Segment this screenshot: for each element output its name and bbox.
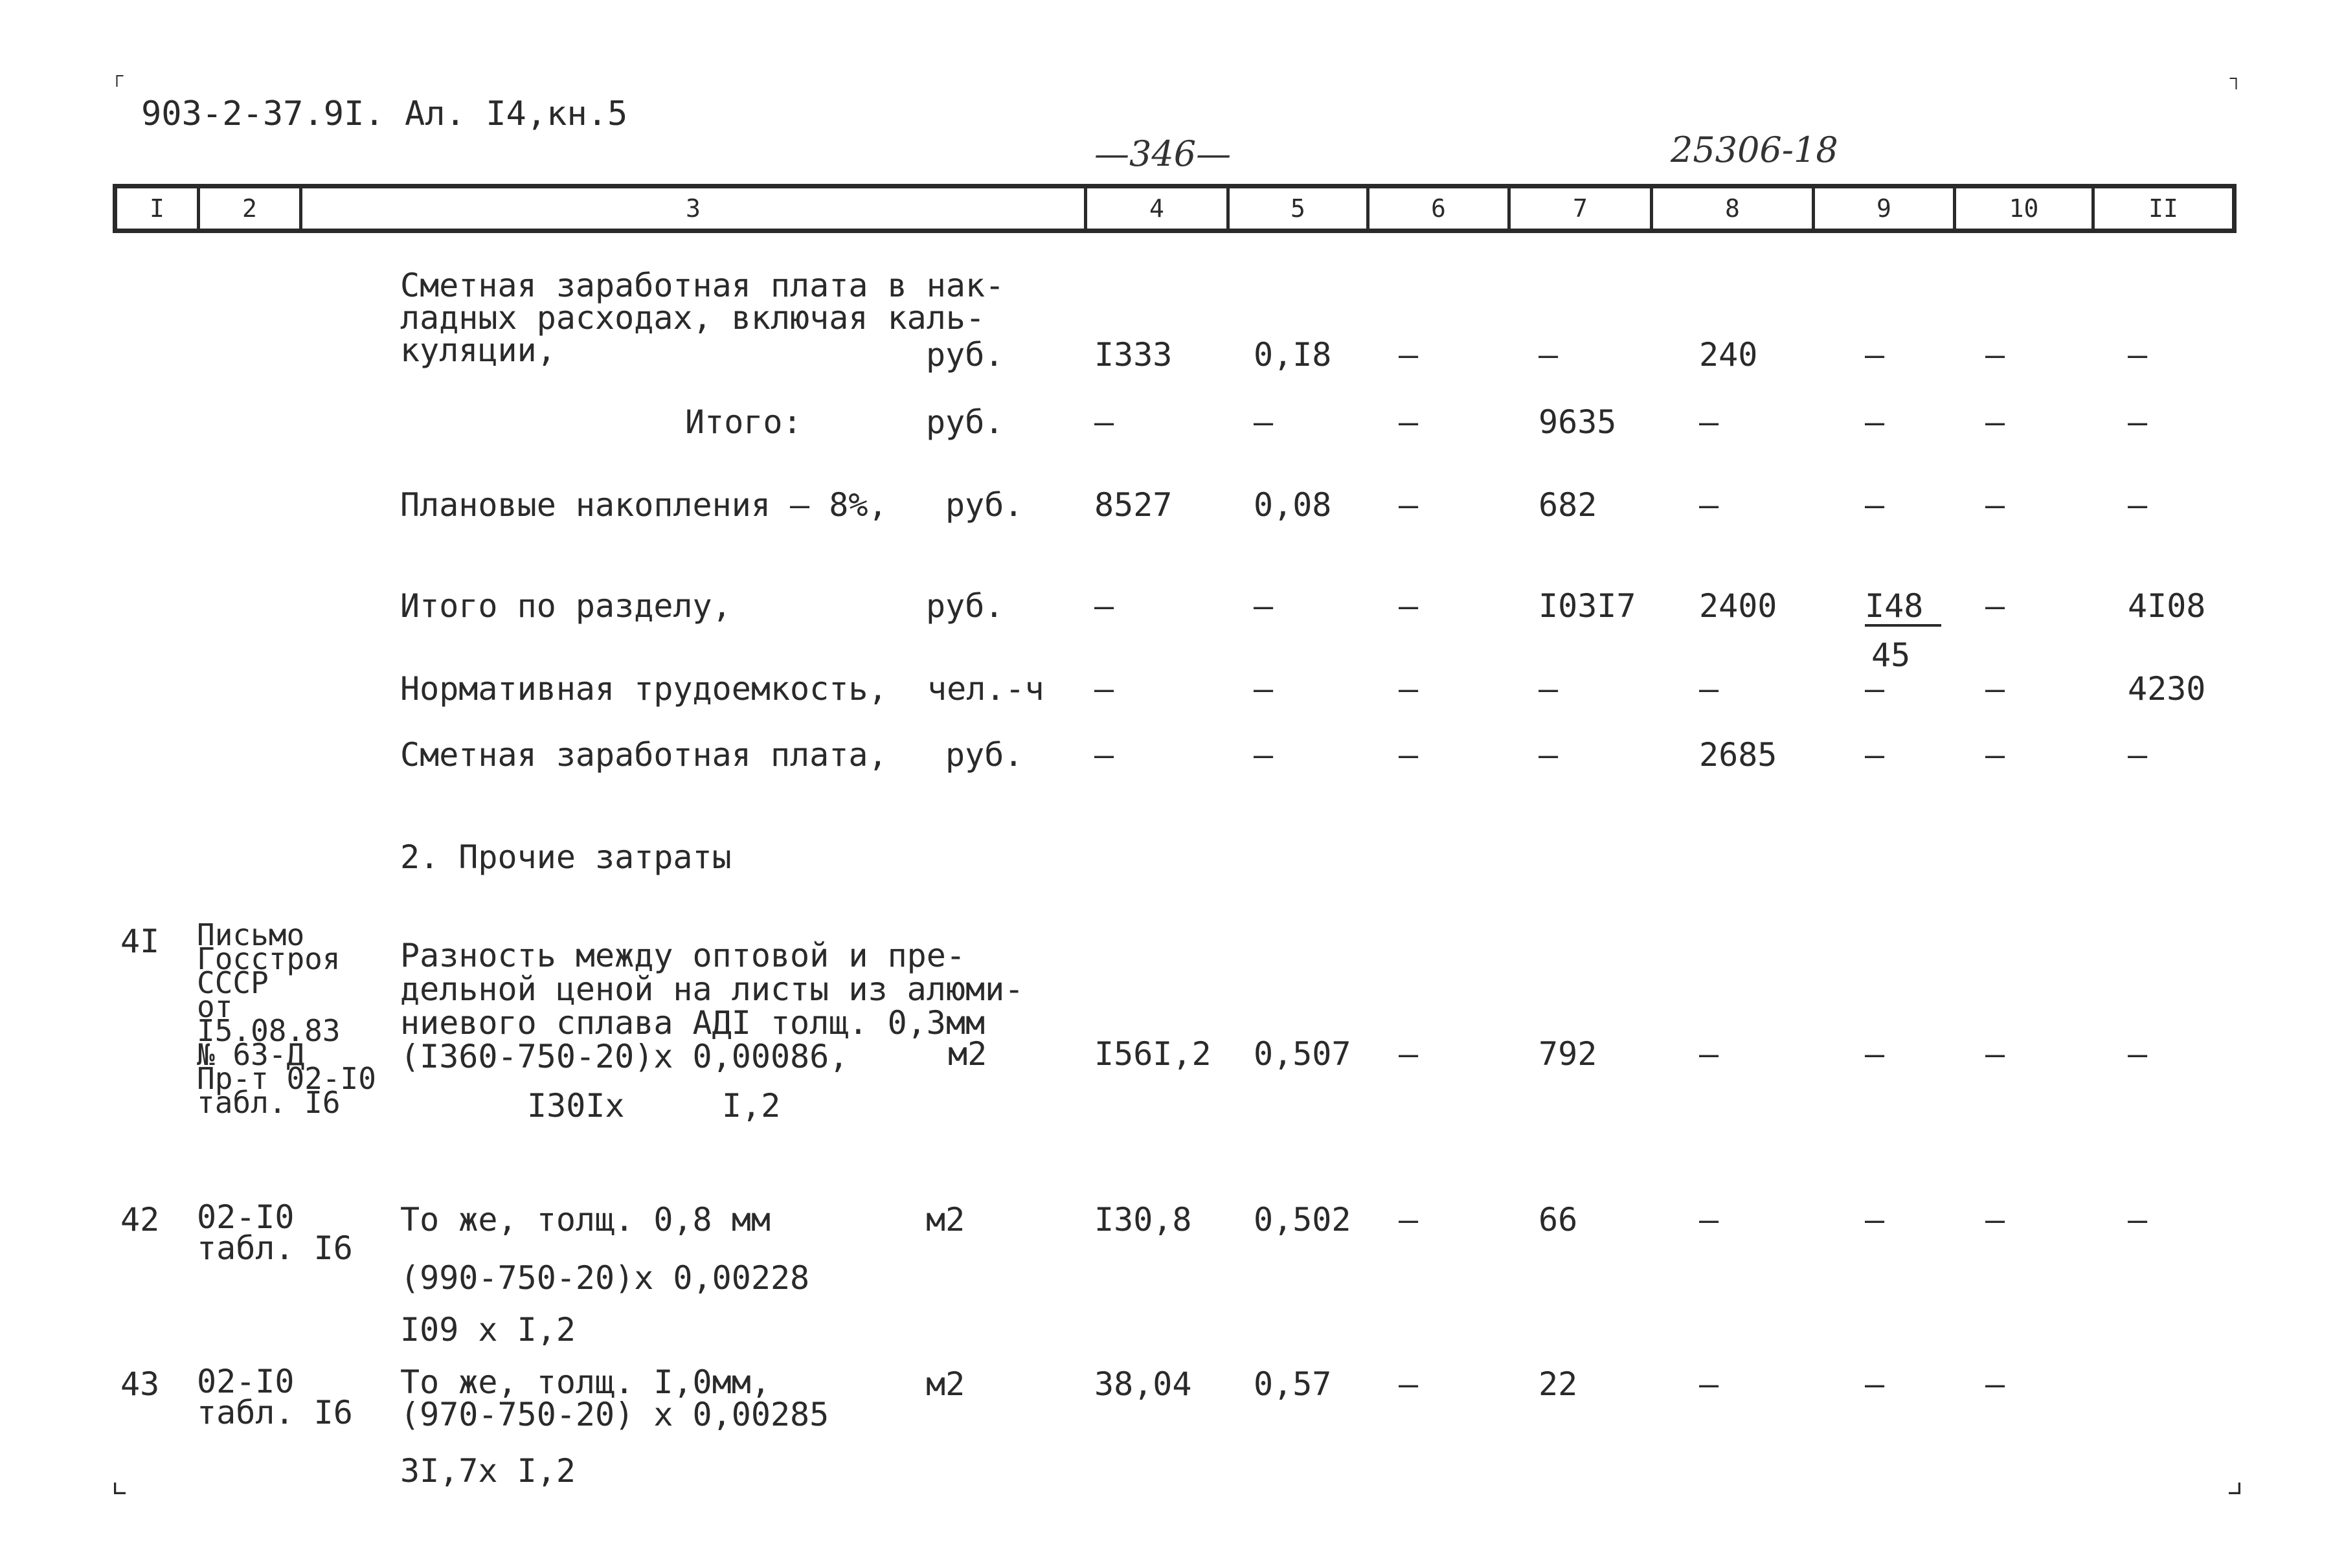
cell-col5: 0,57 [1254, 1365, 1332, 1403]
cell-col11: – [2128, 486, 2148, 524]
cell-col9: – [1865, 1365, 1885, 1403]
sheet-code: 25306-18 [1671, 129, 1838, 170]
row-description: Сметная заработная плата в нак- ладных расходах, включая каль- куляции, [400, 267, 1005, 369]
cell-col7: 66 [1538, 1201, 1578, 1238]
cell-col5: 0,507 [1254, 1035, 1351, 1073]
item-number: 43 [120, 1365, 160, 1403]
cell-col7: I03I7 [1538, 587, 1636, 625]
item-calculation: I30Iх I,2 [527, 1087, 781, 1125]
cell-col11: – [2128, 336, 2148, 374]
item-description: Разность между оптовой и пре- дельной ценой на листы из алюми- ниевого сплава АДI толщ. 0,3мм (I360-750-20)х 0,00086, [400, 937, 1024, 1075]
column-header-cell: 6 [1369, 188, 1511, 229]
item-calculation: 3I,7х I,2 [400, 1452, 576, 1490]
cell-col8: – [1699, 403, 1719, 441]
cell-col10: – [1985, 736, 2005, 774]
cell-col6: – [1399, 403, 1419, 441]
row-description: Итого по разделу, [400, 587, 732, 625]
item-number: 42 [120, 1201, 160, 1238]
cell-col7: 792 [1538, 1035, 1597, 1073]
cell-col9: – [1865, 486, 1885, 524]
cell-col10: – [1985, 670, 2005, 708]
cell-col4: – [1094, 736, 1114, 774]
cell-col10: – [1985, 403, 2005, 441]
cell-col9-denominator: 45 [1871, 636, 1911, 674]
cell-col6: – [1399, 1201, 1419, 1238]
cell-col6: – [1399, 736, 1419, 774]
cell-col11: – [2128, 1201, 2148, 1238]
cell-col9: – [1865, 1201, 1885, 1238]
cell-col10: – [1985, 1201, 2005, 1238]
column-header-cell: 7 [1511, 188, 1653, 229]
cell-col5: 0,I8 [1254, 336, 1332, 374]
item-reference: 02-I0 табл. I6 [197, 1363, 353, 1431]
cell-col6: – [1399, 1365, 1419, 1403]
corner-mark-bottom-right [2229, 1483, 2240, 1494]
cell-col6: – [1399, 1035, 1419, 1073]
row-unit: руб. [945, 736, 1024, 774]
cell-col6: – [1399, 336, 1419, 374]
cell-col7: 9635 [1538, 403, 1617, 441]
cell-col4: 38,04 [1094, 1365, 1192, 1403]
column-header-row [113, 184, 2237, 233]
cell-col8: – [1699, 670, 1719, 708]
cell-col8: – [1699, 1035, 1719, 1073]
cell-col4: I56I,2 [1094, 1035, 1212, 1073]
cell-col6: – [1399, 670, 1419, 708]
cell-col5: – [1254, 736, 1274, 774]
corner-mark-top-right [2227, 78, 2239, 89]
column-header-cell: 10 [1956, 188, 2095, 229]
row-description: Итого: [685, 403, 802, 441]
cell-col10: – [1985, 1035, 2005, 1073]
cell-col8: 2685 [1699, 736, 1777, 774]
item-reference: Письмо Госстроя СССР от I5.08.83 № 63-Д Пр-т 02-I0 табл. I6 [197, 917, 376, 1120]
cell-col9: – [1865, 336, 1885, 374]
page-number: —346— [1094, 133, 1232, 174]
row-unit: руб. [926, 403, 1004, 441]
cell-col8: – [1699, 1201, 1719, 1238]
column-header-cell: I [117, 188, 200, 229]
row-description: Сметная заработная плата, [400, 736, 888, 774]
column-header-cell: 2 [200, 188, 302, 229]
cell-col6: – [1399, 486, 1419, 524]
cell-col10: – [1985, 1365, 2005, 1403]
cell-col7: – [1538, 336, 1559, 374]
cell-col11: – [2128, 403, 2148, 441]
cell-col7: 22 [1538, 1365, 1578, 1403]
item-reference: 02-I0 табл. I6 [197, 1198, 353, 1267]
cell-col4: I30,8 [1094, 1201, 1192, 1238]
cell-col5: – [1254, 670, 1274, 708]
cell-col4: – [1094, 587, 1114, 625]
cell-col4: – [1094, 670, 1114, 708]
cell-col11: – [2128, 736, 2148, 774]
cell-col8: – [1699, 486, 1719, 524]
column-header-cell: 9 [1815, 188, 1956, 229]
cell-col7: – [1538, 670, 1559, 708]
cell-col7: 682 [1538, 486, 1597, 524]
column-header-cell: 4 [1087, 188, 1230, 229]
column-header-cell: 3 [302, 188, 1087, 229]
column-header-cell: II [2148, 194, 2178, 223]
corner-mark-top-left [114, 75, 126, 87]
item-unit: м2 [926, 1365, 965, 1403]
cell-col4: 8527 [1094, 486, 1173, 524]
corner-mark-bottom-left [114, 1483, 126, 1494]
cell-col11: 4I08 [2128, 587, 2206, 625]
cell-col10: – [1985, 336, 2005, 374]
item-unit: м2 [948, 1035, 987, 1073]
cell-col5: 0,08 [1254, 486, 1332, 524]
cell-col10: – [1985, 587, 2005, 625]
cell-col7: – [1538, 736, 1559, 774]
row-description: Нормативная трудоемкость, [400, 670, 888, 708]
cell-col9-numerator: I48 [1865, 588, 1941, 627]
row-unit: руб. [926, 587, 1004, 625]
cell-col11: – [2128, 1035, 2148, 1073]
cell-col5: – [1254, 587, 1274, 625]
column-header-cell: 8 [1653, 188, 1815, 229]
cell-col5: – [1254, 403, 1274, 441]
section-title: 2. Прочие затраты [400, 838, 732, 876]
item-description: То же, толщ. I,0мм, (970-750-20) х 0,00285 [400, 1363, 829, 1433]
item-unit: м2 [926, 1201, 965, 1238]
cell-col6: – [1399, 587, 1419, 625]
cell-col9: – [1865, 1035, 1885, 1073]
document-code: 903-2-37.9I. Ал. I4,кн.5 [141, 95, 628, 133]
cell-col4: – [1094, 403, 1114, 441]
row-description: Плановые накопления – 8%, [400, 486, 888, 524]
row-unit: руб. [945, 486, 1024, 524]
cell-col8: 2400 [1699, 587, 1777, 625]
cell-col4: I333 [1094, 336, 1173, 374]
item-calculation: (990-750-20)х 0,00228 I09 х I,2 [400, 1259, 810, 1349]
cell-col5: 0,502 [1254, 1201, 1351, 1238]
cell-col10: – [1985, 486, 2005, 524]
item-number: 4I [120, 923, 160, 960]
cell-col9: – [1865, 670, 1885, 708]
column-header-cell: 5 [1230, 188, 1369, 229]
cell-col8: – [1699, 1365, 1719, 1403]
cell-col11: 4230 [2128, 670, 2206, 708]
item-description: То же, толщ. 0,8 мм [400, 1201, 771, 1238]
cell-col8: 240 [1699, 336, 1758, 374]
row-unit: чел.-ч [927, 670, 1044, 708]
cell-col9: – [1865, 403, 1885, 441]
row-unit: руб. [926, 336, 1004, 374]
cell-col9: – [1865, 736, 1885, 774]
